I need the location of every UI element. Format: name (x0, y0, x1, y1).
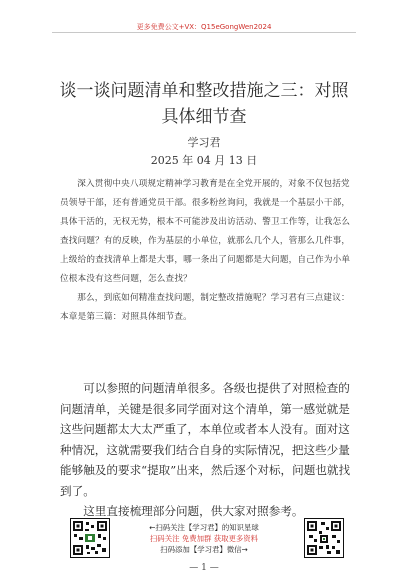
document-author: 学习君 (187, 136, 221, 149)
header-note: 更多免费公文+VX：Q15eGongWen2024 (136, 23, 272, 31)
intro-paragraph: 深入贯彻中央八项规定精神学习教育是在全党开展的，对象不仅包括党员领导干部，还有普通党员干部。很多粉丝询问，我就是一个基层小干部，具体干活的，无权无势，根本不可能涉及出访活动、警卫工作等，让我怎么查找问题？有的反映，作为基层的小单位，就那么几个人，管那么几件事，上级给的查找清单上都是大事，哪一条出了问题都是大问题，自己作为小单位根本没有这些问题，怎么查找？ (60, 179, 351, 284)
footer-line-3: 扫码添加【学习君】微信→ (160, 545, 248, 554)
footer-line-1: ←扫码关注【学习君】的知识星球 (149, 523, 259, 532)
intro-section (60, 175, 356, 327)
document-date: 2025 年 04 月 13 日 (150, 154, 258, 167)
body-paragraph: 这里直接梳理部分问题，供大家对照参考。 (83, 504, 304, 518)
footer-text (112, 522, 296, 555)
intro-paragraph: 那么，到底如何精准查找问题，制定整改措施呢？学习君有三点建议：本章是第三篇：对照具体细节查。 (60, 293, 350, 322)
footer (0, 512, 408, 572)
footer-line-2: 扫码关注 免费加群 获取更多资料 (149, 534, 259, 543)
qr-code-icon (70, 518, 110, 558)
page-number: — 1 — (189, 563, 219, 573)
body-paragraph: 可以参照的问题清单很多。各级也提供了对照检查的问题清单，关键是很多同学面对这个清单，第一感觉就是这些问题都太大太严重了，本单位或者本人没有。面对这种情况，这就需要我们结合自身的实际情况，把这些少量能够触及的要求“提取”出来，然后逐个对标，问题也就找到了。 (60, 381, 351, 498)
document-title: 谈一谈问题清单和整改措施之三：对照具体细节查 (59, 81, 349, 127)
qr-code-icon (304, 518, 344, 558)
header-divider (52, 32, 356, 33)
body-section (60, 378, 356, 522)
